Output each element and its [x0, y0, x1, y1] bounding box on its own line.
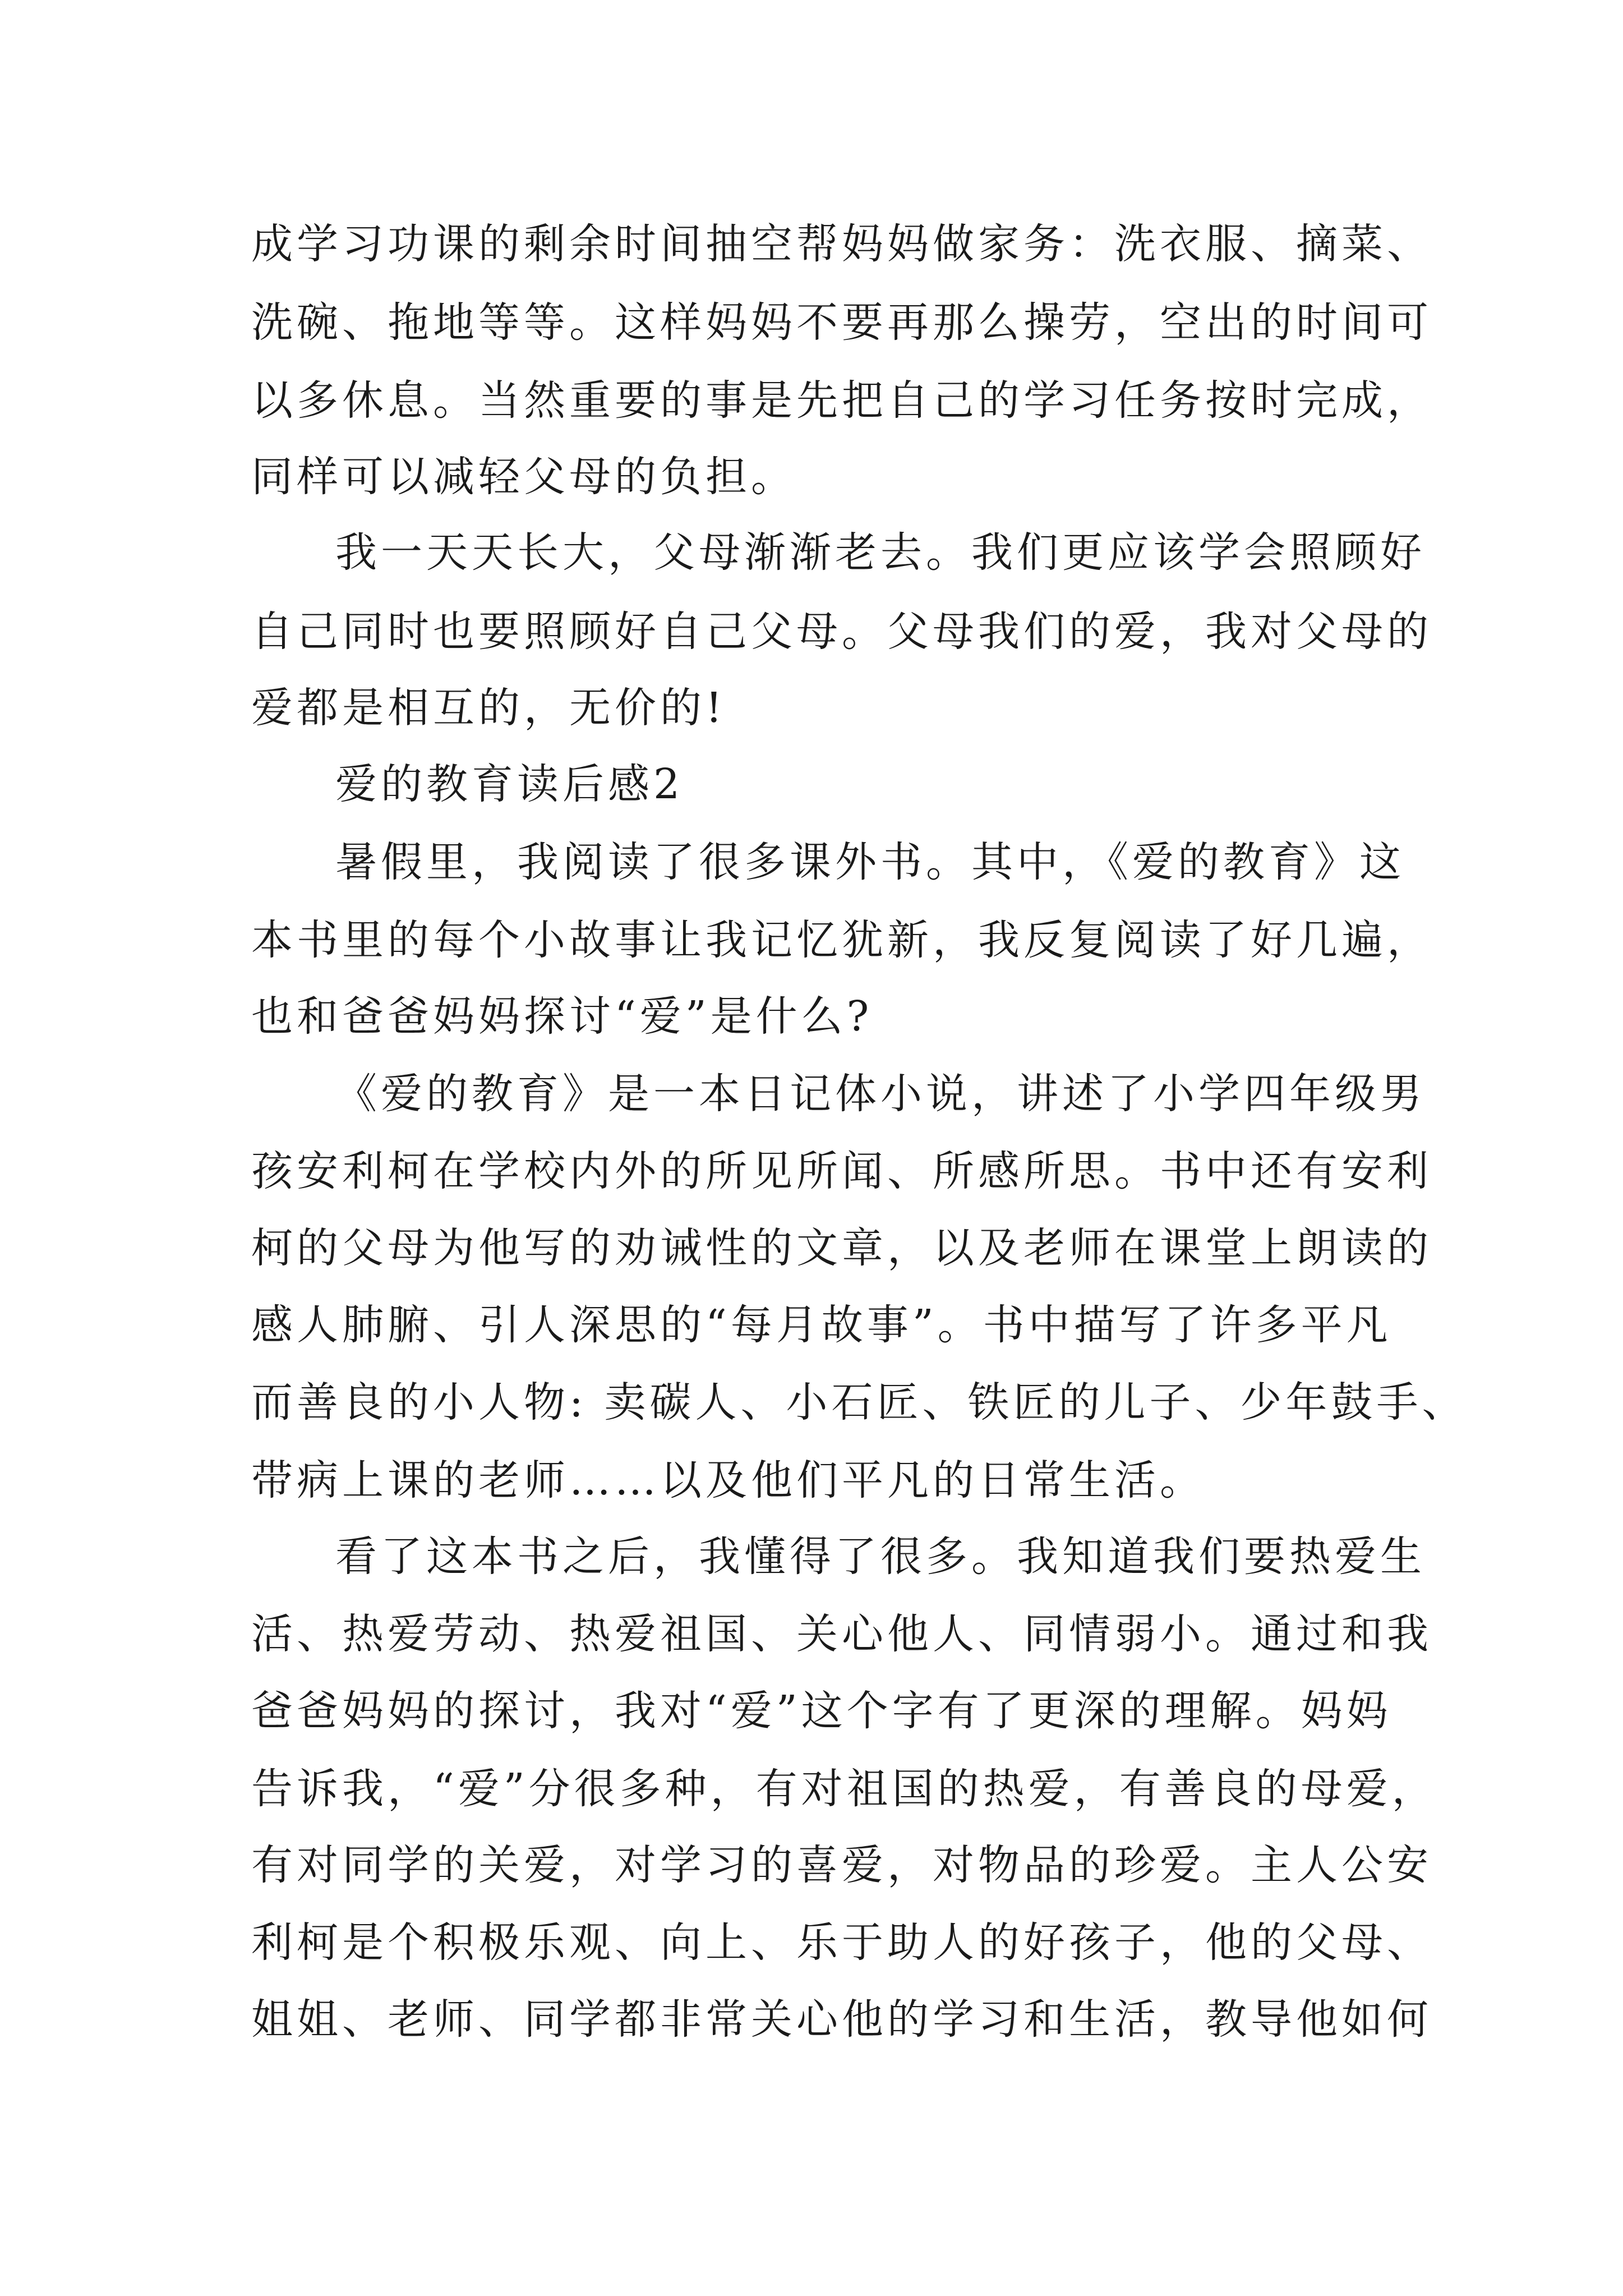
paragraph-line: 爱都是相互的，无价的! [251, 684, 726, 732]
section-heading: 爱的教育读后感2 [335, 760, 684, 808]
paragraph-line: 以多休息。当然重要的事是先把自己的学习任务按时完成， [251, 376, 1432, 425]
paragraph-line: 柯的父母为他写的劝诫性的文章，以及老师在课堂上朗读的 [251, 1224, 1432, 1272]
paragraph-line: 孩安利柯在学校内外的所见所闻、所感所思。书中还有安利 [251, 1147, 1432, 1195]
paragraph-line: 成学习功课的剩余时间抽空帮妈妈做家务：洗衣服、摘菜、 [251, 220, 1432, 268]
paragraph-line: 告诉我，“爱”分很多种，有对祖国的热爱，有善良的母爱， [251, 1765, 1437, 1813]
paragraph-line: 《爱的教育》是一本日记体小说，讲述了小学四年级男 [335, 1070, 1426, 1118]
paragraph-line: 自己同时也要照顾好自己父母。父母我们的爱，我对父母的 [251, 608, 1432, 656]
paragraph-line: 利柯是个积极乐观、向上、乐于助人的好孩子，他的父母、 [251, 1918, 1432, 1967]
paragraph-line: 同样可以减轻父母的负担。 [251, 453, 796, 501]
paragraph-line: 姐姐、老师、同学都非常关心他的学习和生活，教导他如何 [251, 1995, 1432, 2044]
paragraph-line: 本书里的每个小故事让我记忆犹新，我反复阅读了好几遍， [251, 916, 1432, 964]
paragraph-line: 洗碗、拖地等等。这样妈妈不要再那么操劳，空出的时间可 [251, 298, 1432, 347]
paragraph-line: 也和爸爸妈妈探讨“爱”是什么? [251, 992, 873, 1041]
paragraph-line: 活、热爱劳动、热爱祖国、关心他人、同情弱小。通过和我 [251, 1610, 1432, 1658]
paragraph-line: 我一天天长大，父母渐渐老去。我们更应该学会照顾好 [335, 528, 1426, 577]
paragraph-line: 带病上课的老师……以及他们平凡的日常生活。 [251, 1456, 1205, 1504]
paragraph-line: 而善良的小人物: 卖碳人、小石匠、铁匠的儿子、少年鼓手、 [251, 1378, 1468, 1427]
paragraph-line: 有对同学的关爱，对学习的喜爱，对物品的珍爱。主人公安 [251, 1841, 1432, 1889]
paragraph-line: 看了这本书之后，我懂得了很多。我知道我们要热爱生 [335, 1533, 1426, 1581]
paragraph-line: 爸爸妈妈的探讨，我对“爱”这个字有了更深的理解。妈妈 [251, 1687, 1392, 1735]
paragraph-line: 暑假里，我阅读了很多课外书。其中，《爱的教育》这 [335, 838, 1405, 886]
paragraph-line: 感人肺腑、引人深思的“每月故事”。书中描写了许多平凡 [251, 1301, 1392, 1349]
